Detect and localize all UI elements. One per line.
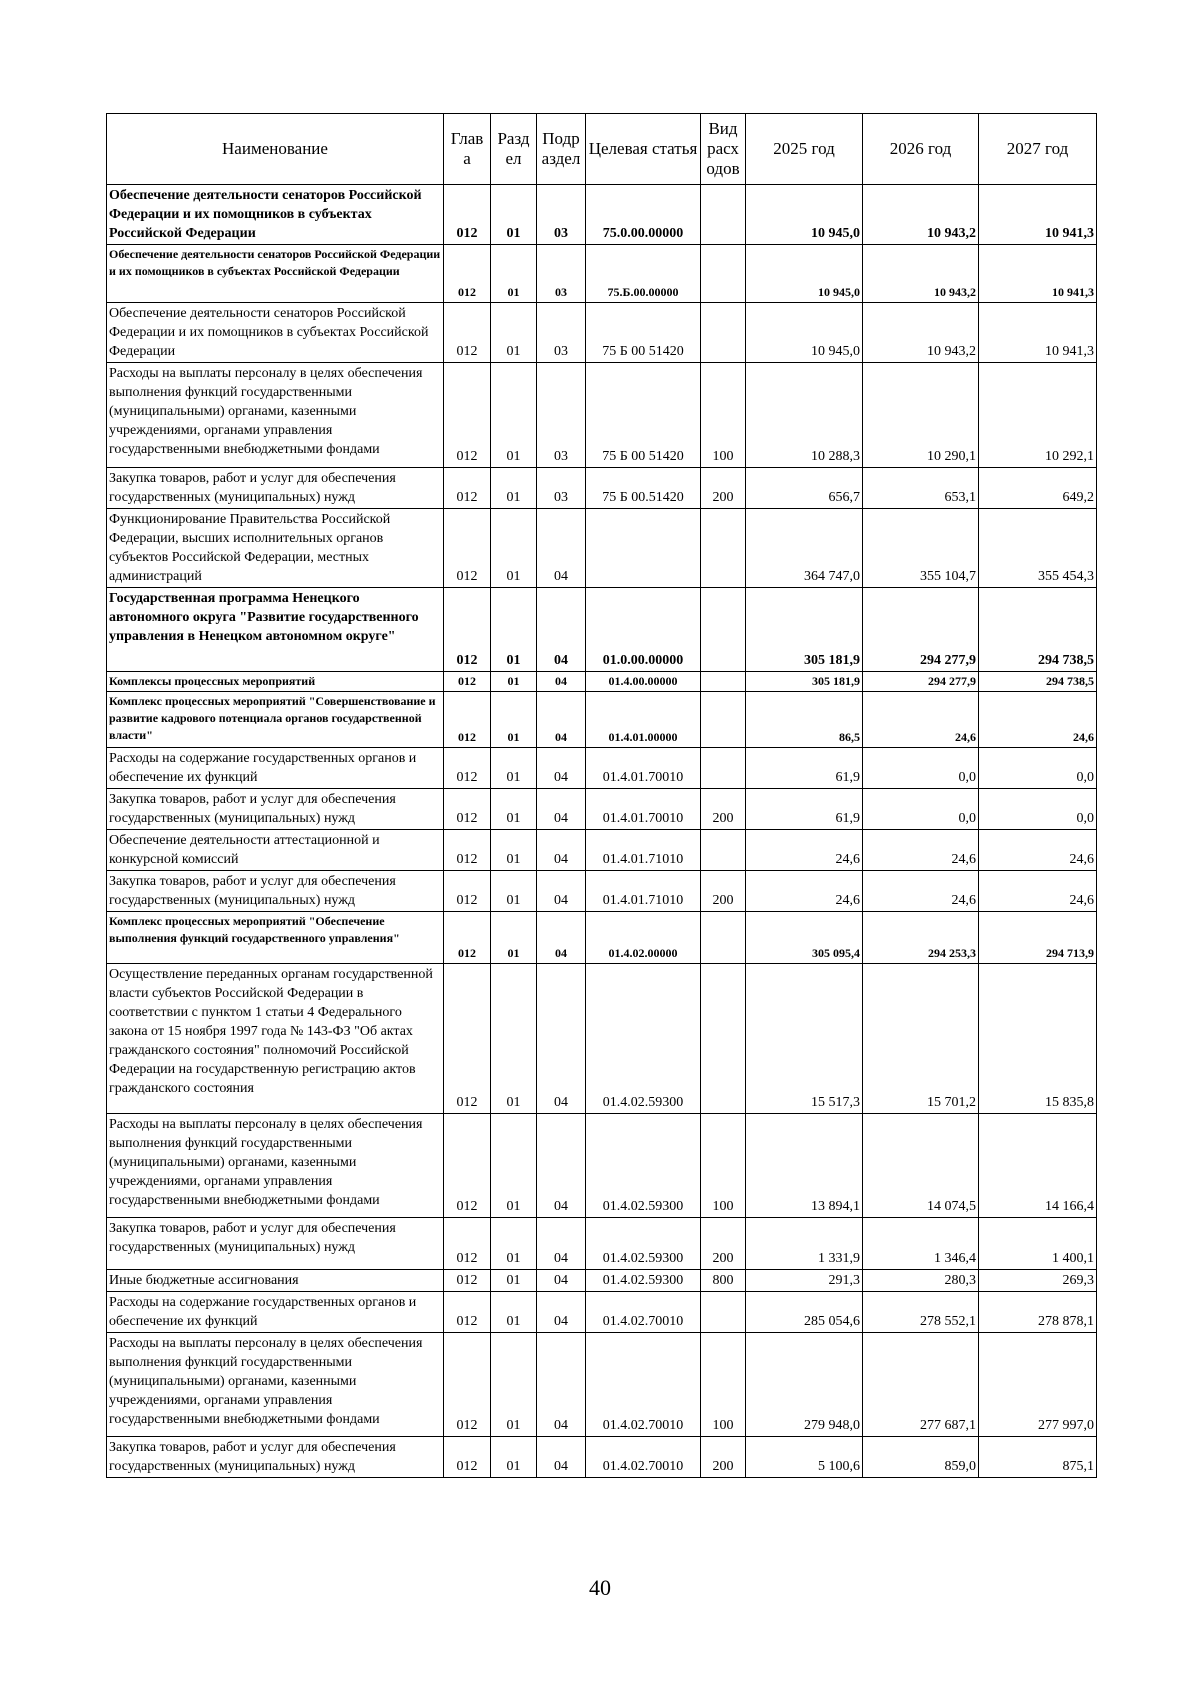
cell-y2026: 24,6 [863,830,979,871]
cell-y2027: 649,2 [979,468,1097,509]
cell-target: 01.4.01.71010 [586,830,701,871]
cell-y2026: 14 074,5 [863,1114,979,1218]
cell-razdel: 01 [491,830,537,871]
cell-y2025: 279 948,0 [746,1333,863,1437]
cell-target: 01.4.02.59300 [586,1114,701,1218]
header-vid: Вид расх одов [701,114,746,185]
table-header-row [107,114,1097,185]
cell-y2025: 656,7 [746,468,863,509]
cell-podrazdel: 04 [537,964,586,1114]
cell-target: 01.4.00.00000 [586,672,701,692]
cell-y2026: 280,3 [863,1270,979,1292]
cell-razdel: 01 [491,468,537,509]
cell-y2027: 294 713,9 [979,912,1097,964]
cell-glava: 012 [444,1333,491,1437]
table-row [107,1218,1097,1270]
cell-name: Обеспечение деятельности сенаторов Российской Федерации и их помощников в субъектах Российской Федерации [107,185,444,245]
cell-y2025: 24,6 [746,871,863,912]
cell-podrazdel: 04 [537,1218,586,1270]
cell-name: Закупка товаров, работ и услуг для обеспечения государственных (муниципальных) нужд [107,1437,444,1478]
cell-razdel: 01 [491,1333,537,1437]
cell-y2026: 10 943,2 [863,185,979,245]
cell-y2025: 10 288,3 [746,363,863,468]
cell-name: Расходы на содержание государственных органов и обеспечение их функций [107,748,444,789]
header-target: Целевая статья [586,114,701,185]
cell-y2025: 291,3 [746,1270,863,1292]
cell-y2025: 10 945,0 [746,185,863,245]
cell-razdel: 01 [491,912,537,964]
table-row [107,468,1097,509]
cell-glava: 012 [444,588,491,672]
cell-target: 75.0.00.00000 [586,185,701,245]
cell-y2025: 10 945,0 [746,245,863,303]
cell-y2027: 355 454,3 [979,509,1097,588]
cell-y2025: 86,5 [746,692,863,748]
table-row [107,185,1097,245]
cell-y2027: 269,3 [979,1270,1097,1292]
cell-razdel: 01 [491,672,537,692]
cell-name: Расходы на содержание государственных органов и обеспечение их функций [107,1292,444,1333]
table-row [107,748,1097,789]
cell-vid [701,748,746,789]
cell-target: 01.4.01.70010 [586,789,701,830]
cell-y2027: 24,6 [979,692,1097,748]
cell-podrazdel: 04 [537,672,586,692]
table-row [107,363,1097,468]
cell-glava: 012 [444,1218,491,1270]
table-row [107,509,1097,588]
cell-y2026: 10 943,2 [863,245,979,303]
cell-razdel: 01 [491,245,537,303]
cell-glava: 012 [444,1270,491,1292]
cell-name: Комплекс процессных мероприятий "Обеспечение выполнения функций государственного управления" [107,912,444,964]
cell-podrazdel: 04 [537,692,586,748]
cell-y2026: 10 943,2 [863,303,979,363]
header-razdel: Разд ел [491,114,537,185]
cell-y2025: 1 331,9 [746,1218,863,1270]
cell-name: Закупка товаров, работ и услуг для обеспечения государственных (муниципальных) нужд [107,789,444,830]
cell-glava: 012 [444,830,491,871]
cell-podrazdel: 04 [537,748,586,789]
cell-glava: 012 [444,509,491,588]
cell-y2027: 277 997,0 [979,1333,1097,1437]
cell-y2025: 15 517,3 [746,964,863,1114]
cell-razdel: 01 [491,509,537,588]
cell-razdel: 01 [491,303,537,363]
cell-podrazdel: 04 [537,1270,586,1292]
cell-y2027: 1 400,1 [979,1218,1097,1270]
cell-razdel: 01 [491,363,537,468]
cell-y2027: 278 878,1 [979,1292,1097,1333]
cell-glava: 012 [444,185,491,245]
cell-podrazdel: 04 [537,1333,586,1437]
cell-glava: 012 [444,871,491,912]
cell-razdel: 01 [491,871,537,912]
cell-razdel: 01 [491,964,537,1114]
cell-y2026: 15 701,2 [863,964,979,1114]
cell-podrazdel: 04 [537,588,586,672]
cell-y2026: 1 346,4 [863,1218,979,1270]
cell-podrazdel: 04 [537,1437,586,1478]
page-number: 40 [589,1575,611,1600]
cell-vid [701,303,746,363]
cell-y2026: 294 253,3 [863,912,979,964]
table-row [107,1333,1097,1437]
table-row [107,692,1097,748]
cell-target: 01.0.00.00000 [586,588,701,672]
cell-podrazdel: 03 [537,363,586,468]
cell-vid [701,245,746,303]
cell-name: Обеспечение деятельности аттестационной и конкурсной комиссий [107,830,444,871]
cell-vid: 200 [701,1437,746,1478]
cell-razdel: 01 [491,1114,537,1218]
header-glava: Глав а [444,114,491,185]
cell-y2025: 305 181,9 [746,672,863,692]
cell-y2027: 24,6 [979,830,1097,871]
cell-glava: 012 [444,245,491,303]
cell-y2025: 13 894,1 [746,1114,863,1218]
cell-vid [701,912,746,964]
table-row [107,588,1097,672]
budget-table [106,113,1097,1478]
cell-glava: 012 [444,1292,491,1333]
cell-y2026: 24,6 [863,692,979,748]
cell-y2027: 10 941,3 [979,185,1097,245]
cell-y2027: 0,0 [979,748,1097,789]
cell-glava: 012 [444,748,491,789]
cell-vid: 200 [701,789,746,830]
cell-podrazdel: 04 [537,509,586,588]
cell-name: Обеспечение деятельности сенаторов Российской Федерации и их помощников в субъектах Российской Федерации [107,303,444,363]
cell-y2025: 305 181,9 [746,588,863,672]
cell-glava: 012 [444,912,491,964]
cell-vid [701,588,746,672]
header-2027: 2027 год [979,114,1097,185]
cell-name: Закупка товаров, работ и услуг для обеспечения государственных (муниципальных) нужд [107,468,444,509]
cell-podrazdel: 03 [537,468,586,509]
cell-y2027: 0,0 [979,789,1097,830]
cell-name: Закупка товаров, работ и услуг для обеспечения государственных (муниципальных) нужд [107,1218,444,1270]
cell-target: 75 Б 00.51420 [586,468,701,509]
cell-glava: 012 [444,692,491,748]
cell-vid: 100 [701,1114,746,1218]
cell-y2026: 294 277,9 [863,588,979,672]
cell-vid [701,964,746,1114]
cell-name: Расходы на выплаты персоналу в целях обеспечения выполнения функций государственными (муниципальными) органами, казенными учреждениями, органами управления государственными внебюджетными фондами [107,1333,444,1437]
cell-podrazdel: 03 [537,303,586,363]
cell-podrazdel: 03 [537,245,586,303]
cell-vid [701,185,746,245]
cell-razdel: 01 [491,692,537,748]
cell-podrazdel: 04 [537,789,586,830]
cell-target: 01.4.01.70010 [586,748,701,789]
cell-y2026: 10 290,1 [863,363,979,468]
cell-name: Иные бюджетные ассигнования [107,1270,444,1292]
cell-y2025: 61,9 [746,789,863,830]
cell-podrazdel: 03 [537,185,586,245]
cell-name: Комплексы процессных мероприятий [107,672,444,692]
cell-name: Функционирование Правительства Российской Федерации, высших исполнительных органов субъектов Российской Федерации, местных администраций [107,509,444,588]
cell-y2025: 24,6 [746,830,863,871]
cell-target: 01.4.02.70010 [586,1292,701,1333]
cell-y2027: 15 835,8 [979,964,1097,1114]
cell-glava: 012 [444,789,491,830]
cell-glava: 012 [444,1437,491,1478]
header-2026: 2026 год [863,114,979,185]
cell-y2026: 294 277,9 [863,672,979,692]
cell-target [586,509,701,588]
cell-razdel: 01 [491,1270,537,1292]
cell-target: 01.4.02.70010 [586,1437,701,1478]
cell-y2025: 364 747,0 [746,509,863,588]
cell-vid: 200 [701,468,746,509]
cell-target: 01.4.02.59300 [586,1270,701,1292]
cell-name: Обеспечение деятельности сенаторов Российской Федерации и их помощников в субъектах Российской Федерации [107,245,444,303]
cell-vid [701,692,746,748]
cell-name: Расходы на выплаты персоналу в целях обеспечения выполнения функций государственными (муниципальными) органами, казенными учреждениями, органами управления государственными внебюджетными фондами [107,1114,444,1218]
cell-y2026: 0,0 [863,748,979,789]
cell-podrazdel: 04 [537,1292,586,1333]
header-podrazdel: Подр аздел [537,114,586,185]
cell-vid: 200 [701,1218,746,1270]
cell-glava: 012 [444,303,491,363]
cell-target: 01.4.01.00000 [586,692,701,748]
cell-glava: 012 [444,363,491,468]
cell-y2026: 24,6 [863,871,979,912]
cell-target: 01.4.02.00000 [586,912,701,964]
table-row [107,303,1097,363]
cell-y2027: 10 292,1 [979,363,1097,468]
cell-target: 01.4.01.71010 [586,871,701,912]
cell-y2026: 278 552,1 [863,1292,979,1333]
table-row [107,871,1097,912]
cell-glava: 012 [444,468,491,509]
cell-y2027: 294 738,5 [979,672,1097,692]
cell-y2025: 61,9 [746,748,863,789]
cell-y2026: 653,1 [863,468,979,509]
header-name: Наименование [107,114,444,185]
cell-y2027: 10 941,3 [979,303,1097,363]
cell-podrazdel: 04 [537,830,586,871]
cell-name: Государственная программа Ненецкого автономного округа "Развитие государственного управления в Ненецком автономном округе" [107,588,444,672]
cell-y2025: 5 100,6 [746,1437,863,1478]
cell-podrazdel: 04 [537,1114,586,1218]
cell-vid [701,509,746,588]
cell-y2025: 10 945,0 [746,303,863,363]
cell-glava: 012 [444,672,491,692]
cell-podrazdel: 04 [537,912,586,964]
cell-glava: 012 [444,1114,491,1218]
header-2025: 2025 год [746,114,863,185]
table-row [107,245,1097,303]
cell-target: 75 Б 00 51420 [586,303,701,363]
cell-vid: 800 [701,1270,746,1292]
cell-vid [701,830,746,871]
cell-name: Расходы на выплаты персоналу в целях обеспечения выполнения функций государственными (муниципальными) органами, казенными учреждениями, органами управления государственными внебюджетными фондами [107,363,444,468]
cell-y2026: 277 687,1 [863,1333,979,1437]
cell-podrazdel: 04 [537,871,586,912]
cell-y2026: 859,0 [863,1437,979,1478]
cell-y2026: 355 104,7 [863,509,979,588]
cell-name: Осуществление переданных органам государственной власти субъектов Российской Федерации в соответствии с пунктом 1 статьи 4 Федерального закона от 15 ноября 1997 года № 143-ФЗ "Об актах гражданского состояния" полномочий Российской Федерации на государственную регистрацию актов гражданского состояния [107,964,444,1114]
cell-vid [701,672,746,692]
table-row [107,830,1097,871]
cell-target: 01.4.02.59300 [586,964,701,1114]
cell-vid [701,1292,746,1333]
table-row [107,1292,1097,1333]
cell-y2027: 875,1 [979,1437,1097,1478]
cell-name: Закупка товаров, работ и услуг для обеспечения государственных (муниципальных) нужд [107,871,444,912]
cell-razdel: 01 [491,1437,537,1478]
table-row [107,1270,1097,1292]
cell-vid: 100 [701,1333,746,1437]
table-row [107,964,1097,1114]
cell-razdel: 01 [491,588,537,672]
table-row [107,789,1097,830]
table-row [107,1437,1097,1478]
table-row [107,912,1097,964]
cell-vid: 100 [701,363,746,468]
cell-name: Комплекс процессных мероприятий "Совершенствование и развитие кадрового потенциала органов государственной власти" [107,692,444,748]
cell-razdel: 01 [491,1292,537,1333]
cell-razdel: 01 [491,1218,537,1270]
cell-y2026: 0,0 [863,789,979,830]
cell-target: 01.4.02.70010 [586,1333,701,1437]
table-row [107,1114,1097,1218]
cell-y2027: 294 738,5 [979,588,1097,672]
cell-y2027: 24,6 [979,871,1097,912]
table-row [107,672,1097,692]
cell-target: 75.Б.00.00000 [586,245,701,303]
cell-razdel: 01 [491,185,537,245]
cell-glava: 012 [444,964,491,1114]
cell-y2027: 14 166,4 [979,1114,1097,1218]
cell-razdel: 01 [491,789,537,830]
cell-vid: 200 [701,871,746,912]
cell-target: 75 Б 00 51420 [586,363,701,468]
cell-target: 01.4.02.59300 [586,1218,701,1270]
cell-y2025: 305 095,4 [746,912,863,964]
cell-y2025: 285 054,6 [746,1292,863,1333]
cell-y2027: 10 941,3 [979,245,1097,303]
cell-razdel: 01 [491,748,537,789]
